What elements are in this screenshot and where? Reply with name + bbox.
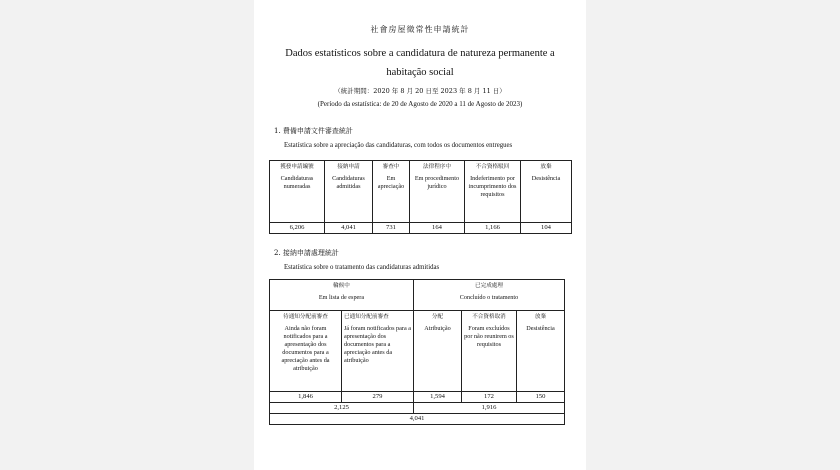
group-done: 已完成處理 Concluído o tratamento — [414, 280, 565, 311]
document-page — [254, 0, 586, 470]
value-legal: 164 — [410, 223, 465, 234]
header-withdrawn: 放棄 Desistência — [521, 161, 572, 223]
header-in-review: 審查中 Em apreciação — [373, 161, 410, 223]
section2-subtitle: Estatística sobre o tratamento das candidaturas admitidas — [284, 264, 440, 271]
section1-heading: 1. 費備申請文件審查統計 — [274, 127, 353, 135]
value-rejected: 1,166 — [465, 223, 521, 234]
value-withdrawn: 104 — [521, 223, 572, 234]
value-withdrawn-2: 150 — [517, 392, 565, 403]
section1-table — [269, 160, 572, 234]
subtotal-done: 1,916 — [414, 403, 565, 414]
value-notified: 279 — [342, 392, 414, 403]
header-rejected: 不合資格駁回 Indeferimento por incumprimento dos requisitos — [465, 161, 521, 223]
header-admitted: 接納申請 Candidaturas admitidas — [325, 161, 373, 223]
header-excluded: 不合資格取消 Foram excluídos por não reunirem os requisitos — [462, 311, 517, 392]
subtotal-waiting: 2,125 — [270, 403, 414, 414]
value-excluded: 172 — [462, 392, 517, 403]
title-portuguese: Dados estatísticos sobre a candidatura de natureza permanente a habitação social — [285, 48, 555, 78]
value-not-notified: 1,846 — [270, 392, 342, 403]
section2-heading: 2. 接納申請處理統計 — [274, 249, 339, 257]
grand-total: 4,041 — [270, 414, 565, 425]
value-in-review: 731 — [373, 223, 410, 234]
value-allocated: 1,594 — [414, 392, 462, 403]
header-legal: 法律程序中 Em procedimento jurídico — [410, 161, 465, 223]
header-notified: 已通知分配前審查 Já foram notificados para a apresentação dos documentos para a apreciação antes da atribuição — [342, 311, 414, 392]
section1-subtitle: Estatística sobre a apreciação das candidaturas, com todos os documentos entregues — [284, 142, 513, 149]
value-numbered: 6,206 — [270, 223, 325, 234]
header-withdrawn-2: 放棄 Desistência — [517, 311, 565, 392]
header-not-notified: 待通知分配前審查 Ainda não foram notificados para a apresentação dos documentos para a apreciação antes da atribuição — [270, 311, 342, 392]
section2-table — [269, 279, 565, 425]
title-chinese: 社會房屋徵常性申請統計 — [370, 25, 470, 34]
period-portuguese: (Período da estatística: de 20 de Agosto de 2020 a 11 de Agosto de 2023) — [317, 100, 523, 108]
value-admitted: 4,041 — [325, 223, 373, 234]
period-chinese: （統計期間：2020 年 8 月 20 日至 2023 年 8 月 11 日） — [334, 87, 506, 95]
header-numbered: 獲發申請編號 Candidaturas numeradas — [270, 161, 325, 223]
group-waiting: 輪候中 Em lista de espera — [270, 280, 414, 311]
header-allocated: 分配 Atribuição — [414, 311, 462, 392]
